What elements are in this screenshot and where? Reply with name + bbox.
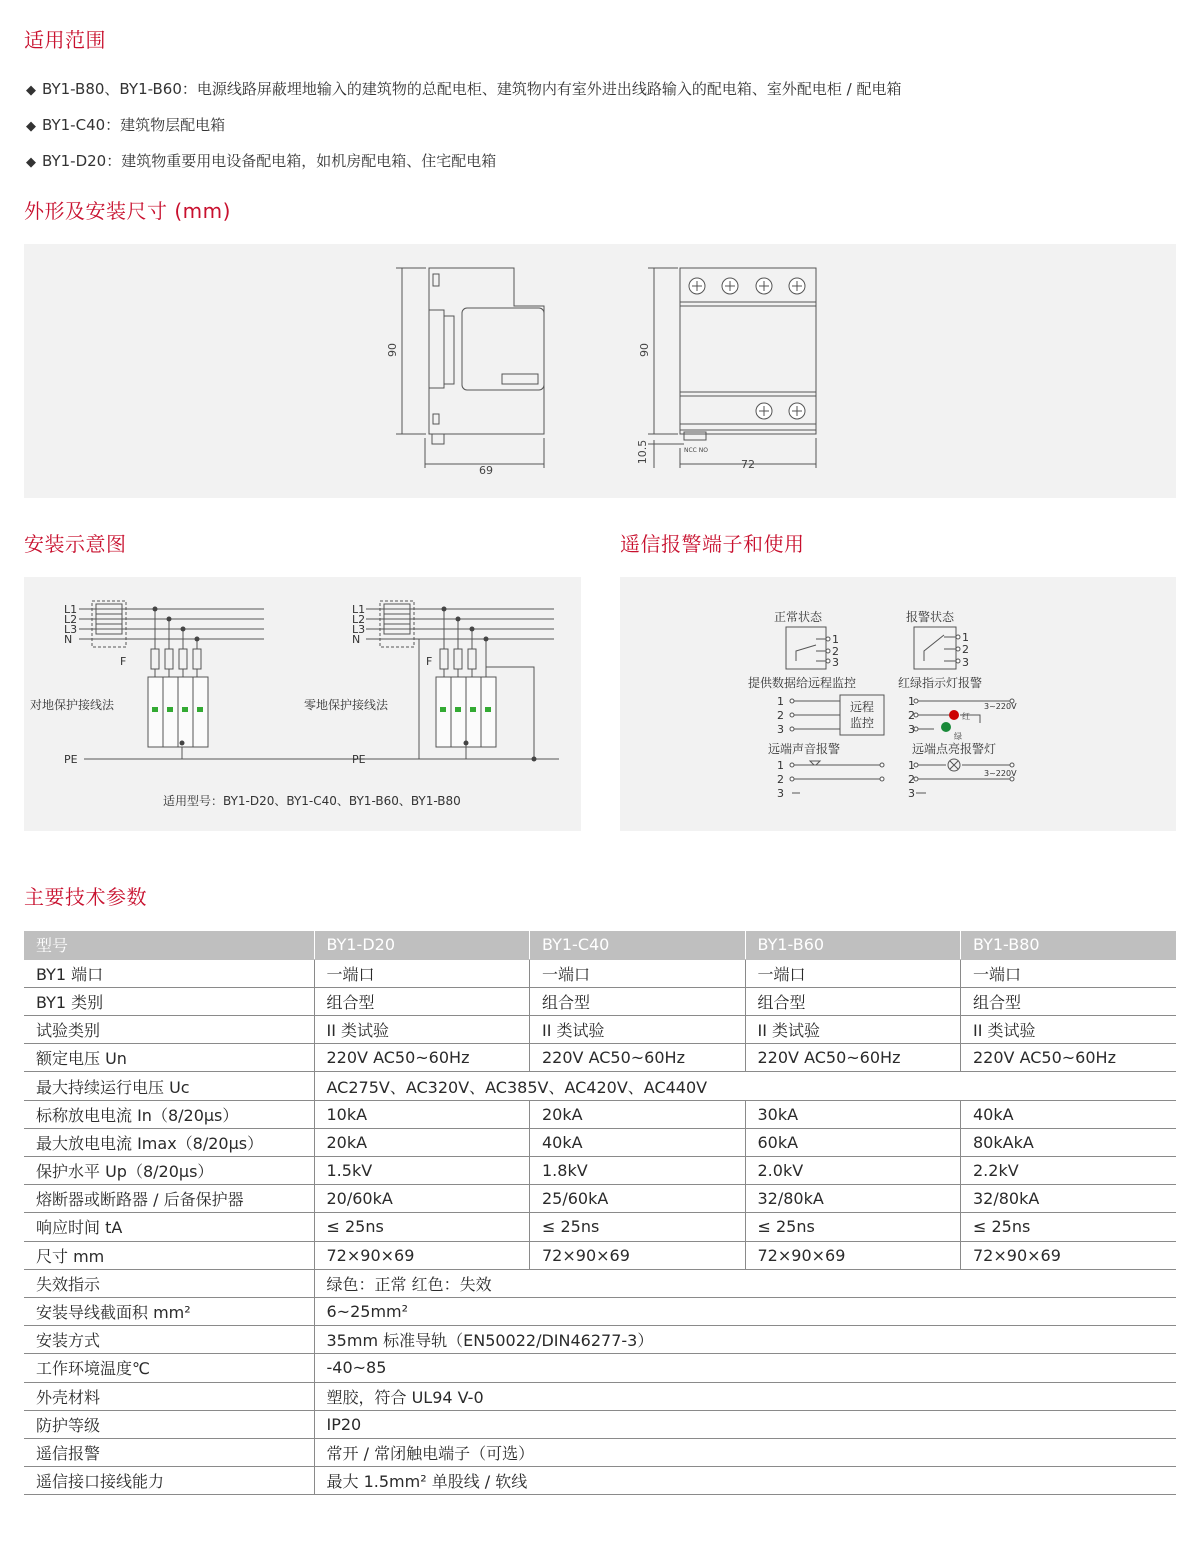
remote-box-line1: 远程 xyxy=(850,700,875,714)
terminal-2: 2 xyxy=(777,709,784,722)
pe-label: PE xyxy=(64,753,78,766)
table-cell: 220V AC50~60Hz xyxy=(530,1044,746,1072)
pe-label: PE xyxy=(352,753,366,766)
table-row-label: 工作环境温度℃ xyxy=(24,1354,314,1382)
remote-box-line2: 监控 xyxy=(850,716,875,730)
terminal-1: 1 xyxy=(908,695,915,708)
table-header-cell: BY1-D20 xyxy=(314,931,530,959)
line-label-n: N xyxy=(352,633,361,646)
table-row xyxy=(24,1467,1176,1495)
terminal-3: 3 xyxy=(777,787,784,800)
terminal-2: 2 xyxy=(832,645,839,658)
method-left-label: 对地保护接线法 xyxy=(30,698,115,712)
table-row xyxy=(24,1157,1176,1185)
table-row-label: 最大持续运行电压 Uc xyxy=(24,1072,314,1100)
table-row-label: BY1 端口 xyxy=(24,959,314,987)
spec-table xyxy=(24,931,1176,1495)
table-row-label: 尺寸 mm xyxy=(24,1241,314,1269)
scope-item: ◆ BY1-D20：建筑物重要用电设备配电箱，如机房配电箱、住宅配电箱 xyxy=(26,152,497,170)
led-alarm-label: 红绿指示灯报警 xyxy=(898,676,983,690)
voltage-label: 3~220V xyxy=(984,769,1017,778)
table-cell: ≤ 25ns xyxy=(961,1213,1177,1241)
table-row-label: 额定电压 Un xyxy=(24,1044,314,1072)
table-row xyxy=(24,1016,1176,1044)
table-row xyxy=(24,1213,1176,1241)
table-cell: 组合型 xyxy=(530,987,746,1015)
table-cell: 72×90×69 xyxy=(745,1241,961,1269)
section-title-scope: 适用范围 xyxy=(24,28,106,52)
table-cell: 220V AC50~60Hz xyxy=(314,1044,530,1072)
table-cell: 60kA xyxy=(745,1128,961,1156)
table-cell: 1.5kV xyxy=(314,1157,530,1185)
red-label: 红 xyxy=(962,712,970,721)
table-row-label: 外壳材料 xyxy=(24,1382,314,1410)
terminal-3: 3 xyxy=(777,723,784,736)
table-cell: 80kAkA xyxy=(961,1128,1177,1156)
line-label-l1: L1 xyxy=(64,603,78,616)
line-label-n: N xyxy=(64,633,73,646)
table-cell: 72×90×69 xyxy=(314,1241,530,1269)
table-cell: 220V AC50~60Hz xyxy=(961,1044,1177,1072)
table-row-label: 最大放电电流 Imax（8/20μs） xyxy=(24,1128,314,1156)
table-cell: 25/60kA xyxy=(530,1185,746,1213)
table-cell: 72×90×69 xyxy=(530,1241,746,1269)
table-cell: ≤ 25ns xyxy=(530,1213,746,1241)
method-right-label: 零地保护接线法 xyxy=(304,698,389,712)
dim-depth: 69 xyxy=(479,464,493,477)
side-view-outline xyxy=(429,268,544,434)
terminal-label: NCC NO xyxy=(684,447,708,454)
terminal-3: 3 xyxy=(832,656,839,669)
table-row-label: BY1 类别 xyxy=(24,987,314,1015)
table-row xyxy=(24,1044,1176,1072)
table-cell: ≤ 25ns xyxy=(745,1213,961,1241)
table-cell: IP20 xyxy=(314,1410,1176,1438)
table-cell: 6~25mm² xyxy=(314,1297,1176,1325)
table-cell: AC275V、AC320V、AC385V、AC420V、AC440V xyxy=(314,1072,1176,1100)
scope-item: ◆ BY1-B80、BY1-B60：电源线路屏蔽埋地输入的建筑物的总配电柜、建筑物内有室外进出线路输入的配电箱、室外配电柜 / 配电箱 xyxy=(26,80,902,98)
sound-alarm-label: 远端声音报警 xyxy=(768,742,841,756)
table-row xyxy=(24,1269,1176,1297)
diamond-bullet-icon: ◆ xyxy=(26,83,36,98)
table-cell: 30kA xyxy=(745,1100,961,1128)
table-row-label: 遥信报警 xyxy=(24,1438,314,1466)
dim-base: 10.5 xyxy=(636,439,649,465)
table-cell: -40~85 xyxy=(314,1354,1176,1382)
table-cell: 组合型 xyxy=(745,987,961,1015)
table-cell: 一端口 xyxy=(314,959,530,987)
voltage-label: 3~220V xyxy=(984,702,1017,711)
table-cell: 常开 / 常闭触电端子（可选） xyxy=(314,1438,1176,1466)
table-cell: II 类试验 xyxy=(745,1016,961,1044)
terminal-1: 1 xyxy=(908,759,915,772)
section-title-install: 安装示意图 xyxy=(24,532,127,556)
terminal-2: 2 xyxy=(908,709,915,722)
line-label-l1: L1 xyxy=(352,603,366,616)
table-row xyxy=(24,1297,1176,1325)
table-cell: 绿色：正常 红色：失效 xyxy=(314,1269,1176,1297)
table-row-label: 标称放电电流 In（8/20μs） xyxy=(24,1100,314,1128)
table-row xyxy=(24,1185,1176,1213)
terminal-1: 1 xyxy=(962,631,969,644)
install-diagram xyxy=(24,577,581,831)
table-row-label: 保护水平 Up（8/20μs） xyxy=(24,1157,314,1185)
table-cell: 2.0kV xyxy=(745,1157,961,1185)
terminal-1: 1 xyxy=(777,695,784,708)
line-label-l2: L2 xyxy=(64,613,78,626)
dimension-drawing xyxy=(24,244,1176,498)
table-cell: II 类试验 xyxy=(961,1016,1177,1044)
monitor-label: 提供数据给远程监控 xyxy=(748,676,857,690)
table-row xyxy=(24,1241,1176,1269)
scope-list xyxy=(26,72,901,180)
table-cell: II 类试验 xyxy=(314,1016,530,1044)
table-cell: 一端口 xyxy=(530,959,746,987)
table-cell: 35mm 标准导轨（EN50022/DIN46277-3） xyxy=(314,1326,1176,1354)
table-row-label: 响应时间 tA xyxy=(24,1213,314,1241)
line-label-l3: L3 xyxy=(352,623,366,636)
table-header-cell: 型号 xyxy=(24,931,314,959)
table-row-label: 安装导线截面积 mm² xyxy=(24,1297,314,1325)
table-row xyxy=(24,959,1176,987)
dimension-drawing-panel xyxy=(24,244,1176,498)
scope-item: ◆ BY1-C40：建筑物层配电箱 xyxy=(26,116,226,134)
table-header-row xyxy=(24,931,1176,959)
table-row xyxy=(24,987,1176,1015)
alarm-state-label: 报警状态 xyxy=(906,610,955,624)
table-cell: ≤ 25ns xyxy=(314,1213,530,1241)
terminal-3: 3 xyxy=(908,723,915,736)
table-cell: 塑胶，符合 UL94 V-0 xyxy=(314,1382,1176,1410)
table-header-cell: BY1-B60 xyxy=(745,931,961,959)
table-row xyxy=(24,1326,1176,1354)
table-header-cell: BY1-C40 xyxy=(530,931,746,959)
table-cell: 20/60kA xyxy=(314,1185,530,1213)
table-cell: 2.2kV xyxy=(961,1157,1177,1185)
normal-state-label: 正常状态 xyxy=(774,610,823,624)
section-title-remote: 遥信报警端子和使用 xyxy=(620,532,805,556)
table-cell: 1.8kV xyxy=(530,1157,746,1185)
dim-width: 72 xyxy=(741,458,755,471)
table-row xyxy=(24,1438,1176,1466)
dim-height-front: 90 xyxy=(638,343,651,357)
green-led-icon xyxy=(941,722,951,732)
line-label-l2: L2 xyxy=(352,613,366,626)
terminal-1: 1 xyxy=(832,633,839,646)
terminal-dots xyxy=(790,635,1014,781)
install-diagram-panel xyxy=(24,577,581,831)
applicable-models: 适用型号：BY1-D20、BY1-C40、BY1-B60、BY1-B80 xyxy=(163,794,461,808)
table-cell: 组合型 xyxy=(314,987,530,1015)
table-row xyxy=(24,1100,1176,1128)
table-row xyxy=(24,1072,1176,1100)
terminal-2: 2 xyxy=(908,773,915,786)
remote-alarm-panel xyxy=(620,577,1176,831)
terminal-1: 1 xyxy=(777,759,784,772)
table-cell: 40kA xyxy=(530,1128,746,1156)
table-row-label: 安装方式 xyxy=(24,1326,314,1354)
table-cell: 最大 1.5mm² 单股线 / 软线 xyxy=(314,1467,1176,1495)
diamond-bullet-icon: ◆ xyxy=(26,155,36,170)
terminal-3: 3 xyxy=(962,656,969,669)
red-led-icon xyxy=(949,710,959,720)
table-row-label: 试验类别 xyxy=(24,1016,314,1044)
table-row-label: 防护等级 xyxy=(24,1410,314,1438)
table-cell: 32/80kA xyxy=(961,1185,1177,1213)
terminal-2: 2 xyxy=(962,643,969,656)
table-header-cell: BY1-B80 xyxy=(961,931,1177,959)
terminal-screws-top xyxy=(689,278,805,419)
table-cell: 一端口 xyxy=(961,959,1177,987)
table-row-label: 失效指示 xyxy=(24,1269,314,1297)
dim-height-side: 90 xyxy=(386,343,399,357)
table-cell: II 类试验 xyxy=(530,1016,746,1044)
remote-alarm-diagram xyxy=(620,577,1176,831)
table-cell: 220V AC50~60Hz xyxy=(745,1044,961,1072)
table-cell: 20kA xyxy=(314,1128,530,1156)
table-cell: 72×90×69 xyxy=(961,1241,1177,1269)
line-label-l3: L3 xyxy=(64,623,78,636)
table-cell: 20kA xyxy=(530,1100,746,1128)
table-body xyxy=(24,959,1176,1495)
table-cell: 40kA xyxy=(961,1100,1177,1128)
section-title-dimensions: 外形及安装尺寸 (mm) xyxy=(24,199,231,223)
table-cell: 10kA xyxy=(314,1100,530,1128)
table-row xyxy=(24,1382,1176,1410)
fuse-label: F xyxy=(426,655,433,668)
side-view-front-cover xyxy=(462,308,544,390)
green-label: 绿 xyxy=(954,732,962,741)
table-row-label: 遥信接口接线能力 xyxy=(24,1467,314,1495)
table-cell: 32/80kA xyxy=(745,1185,961,1213)
table-cell: 组合型 xyxy=(961,987,1177,1015)
lamp-alarm-label: 远端点亮报警灯 xyxy=(912,742,997,756)
terminal-3: 3 xyxy=(908,787,915,800)
table-row xyxy=(24,1128,1176,1156)
section-title-params: 主要技术参数 xyxy=(24,885,147,909)
table-cell: 一端口 xyxy=(745,959,961,987)
fuse-label: F xyxy=(120,655,127,668)
alarm-state-box xyxy=(914,627,956,669)
table-row xyxy=(24,1354,1176,1382)
table-row xyxy=(24,1410,1176,1438)
terminal-2: 2 xyxy=(777,773,784,786)
table-row-label: 熔断器或断路器 / 后备保护器 xyxy=(24,1185,314,1213)
diamond-bullet-icon: ◆ xyxy=(26,119,36,134)
